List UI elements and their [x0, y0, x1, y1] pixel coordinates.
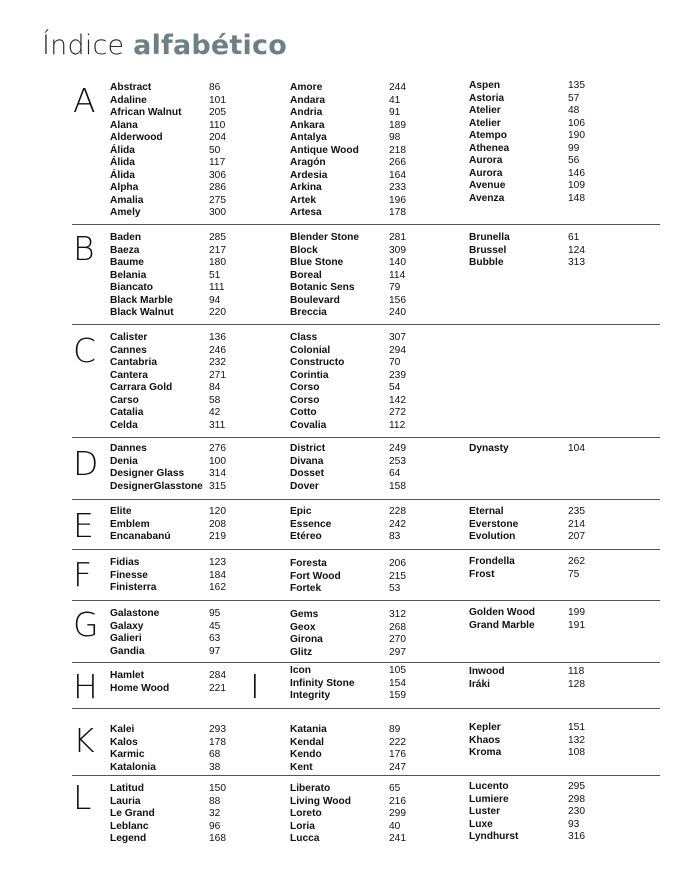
- entry-name: Encanabanú: [110, 531, 171, 542]
- entry-name: Iráki: [469, 678, 490, 690]
- entry-name: Boulevard: [290, 294, 340, 306]
- entry-page-number: 293: [209, 724, 226, 735]
- entry-page-number: 64: [389, 468, 401, 479]
- entry-name: Galaxy: [110, 620, 144, 632]
- entry-name: Fidias: [110, 557, 140, 568]
- entry-page-number: 312: [389, 609, 406, 620]
- entry-name: Andria: [290, 107, 323, 118]
- entry-name: Katania: [290, 724, 327, 735]
- entry-page-number: 70: [389, 357, 401, 368]
- entry-name: Infinity Stone: [290, 677, 355, 689]
- entry-name: Kalei: [110, 724, 135, 735]
- entry-page-number: 63: [209, 633, 221, 644]
- entry-name: Gandia: [110, 645, 145, 657]
- entry-name: Álida: [110, 157, 135, 168]
- entry-name: Grand Marble: [469, 619, 535, 631]
- entry-name: Eternal: [469, 506, 504, 517]
- entry-page-number: 286: [209, 182, 226, 193]
- entry-name: Ardesia: [290, 169, 328, 181]
- entry-name: Loreto: [290, 808, 322, 819]
- entry-name: Icon: [290, 665, 311, 676]
- section-letter: G: [73, 605, 99, 644]
- entry-name: Finesse: [110, 569, 148, 581]
- section-letter: I: [250, 667, 260, 706]
- entry-name: Le Grand: [110, 808, 155, 819]
- entry-page-number: 154: [389, 677, 406, 689]
- entry-page-number: 93: [568, 818, 580, 830]
- entry-page-number: 184: [209, 569, 226, 581]
- entry-name: Kalos: [110, 736, 138, 748]
- entry-name: Cotto: [290, 407, 317, 418]
- entry-name: Atelier: [469, 117, 501, 129]
- entry-page-number: 83: [389, 531, 401, 542]
- entry-name: Foresta: [290, 558, 327, 569]
- entry-page-number: 61: [568, 232, 580, 243]
- entry-page-number: 253: [389, 455, 406, 467]
- entry-page-number: 196: [389, 194, 406, 206]
- entry-page-number: 95: [209, 608, 221, 619]
- entry-name: Blue Stone: [290, 257, 344, 268]
- entry-name: Lumiere: [469, 793, 509, 805]
- entry-page-number: 242: [389, 518, 406, 530]
- entry-name: Living Wood: [290, 795, 351, 807]
- entry-page-number: 56: [568, 155, 580, 166]
- entry-page-number: 316: [568, 831, 585, 842]
- entry-page-number: 313: [568, 257, 585, 268]
- section-divider: [72, 224, 660, 225]
- entry-page-number: 262: [568, 556, 585, 567]
- entry-name: Calister: [110, 332, 148, 343]
- entry-name: Hamlet: [110, 670, 144, 681]
- entry-page-number: 275: [209, 194, 226, 206]
- entry-name: Astoria: [469, 92, 505, 104]
- entry-page-number: 156: [389, 294, 406, 306]
- entry-page-number: 230: [568, 806, 585, 817]
- entry-page-number: 38: [209, 761, 221, 773]
- entry-page-number: 96: [209, 820, 221, 832]
- entry-name: Galastone: [110, 608, 160, 619]
- entry-name: Kent: [290, 761, 313, 773]
- entry-page-number: 68: [209, 749, 221, 760]
- entry-page-number: 97: [209, 645, 221, 657]
- entry-page-number: 84: [209, 382, 221, 393]
- entry-name: Álida: [110, 144, 135, 156]
- entry-name: Carso: [110, 394, 139, 406]
- entry-page-number: 281: [389, 232, 406, 243]
- section-divider: [72, 549, 660, 550]
- entry-name: Luxe: [469, 818, 493, 830]
- entry-page-number: 148: [568, 192, 585, 204]
- entry-page-number: 162: [209, 582, 226, 593]
- entry-page-number: 89: [389, 724, 401, 735]
- entry-name: Lyndhurst: [469, 831, 519, 842]
- entry-name: Luster: [469, 806, 501, 817]
- entry-name: Brunella: [469, 232, 510, 243]
- entry-name: Cantera: [110, 369, 148, 381]
- entry-page-number: 299: [389, 808, 406, 819]
- entry-name: Andara: [290, 94, 326, 106]
- entry-page-number: 142: [389, 394, 406, 406]
- entry-page-number: 271: [209, 369, 226, 381]
- entry-name: Black Walnut: [110, 307, 174, 318]
- entry-page-number: 57: [568, 92, 580, 104]
- entry-name: Antalya: [290, 132, 327, 143]
- entry-name: Atempo: [469, 130, 507, 141]
- section-letter: B: [73, 229, 95, 268]
- entry-name: Golden Wood: [469, 607, 536, 618]
- entry-page-number: 284: [209, 670, 226, 681]
- entry-name: Finisterra: [110, 582, 157, 593]
- entry-name: Botanic Sens: [290, 282, 355, 293]
- entry-name: Baume: [110, 257, 144, 268]
- section-letter: D: [73, 444, 99, 483]
- entry-page-number: 50: [209, 144, 221, 156]
- entry-page-number: 168: [209, 833, 226, 844]
- entry-name: Arkina: [290, 182, 322, 193]
- entry-page-number: 110: [209, 119, 226, 131]
- entry-name: Cantabria: [110, 357, 157, 368]
- entry-page-number: 45: [209, 620, 221, 632]
- entry-name: Antique Wood: [290, 144, 359, 156]
- section-letter: L: [73, 778, 92, 817]
- entry-name: Álida: [110, 169, 135, 181]
- entry-page-number: 189: [389, 119, 406, 131]
- entry-page-number: 178: [389, 207, 406, 218]
- entry-page-number: 239: [389, 369, 406, 381]
- entry-name: Galieri: [110, 633, 142, 644]
- entry-page-number: 300: [209, 207, 226, 218]
- entry-name: Constructo: [290, 357, 345, 368]
- entry-name: Kroma: [469, 747, 502, 758]
- section-divider: [72, 662, 660, 663]
- entry-name: Legend: [110, 833, 147, 844]
- entry-name: Lucento: [469, 781, 509, 792]
- entry-page-number: 53: [389, 583, 401, 594]
- title-regular: Índice: [42, 30, 134, 61]
- entry-name: Inwood: [469, 666, 505, 677]
- entry-name: Fortek: [290, 583, 322, 594]
- entry-page-number: 208: [209, 518, 226, 530]
- entry-name: Cannes: [110, 344, 147, 356]
- section-divider: [72, 437, 660, 438]
- section-divider: [72, 499, 660, 500]
- entry-page-number: 54: [389, 382, 401, 393]
- entry-name: Evolution: [469, 531, 516, 542]
- entry-page-number: 315: [209, 480, 226, 492]
- entry-page-number: 108: [568, 747, 585, 758]
- entry-page-number: 109: [568, 180, 585, 191]
- entry-page-number: 297: [389, 646, 406, 658]
- entry-page-number: 118: [568, 666, 585, 677]
- entry-page-number: 140: [389, 257, 406, 268]
- entry-page-number: 159: [389, 690, 406, 701]
- section-letter: E: [73, 506, 94, 545]
- entry-name: Dynasty: [469, 443, 509, 454]
- entry-page-number: 309: [389, 244, 406, 256]
- entry-page-number: 272: [389, 407, 406, 418]
- entry-page-number: 132: [568, 734, 585, 746]
- entry-name: Geox: [290, 621, 316, 633]
- entry-page-number: 88: [209, 795, 221, 807]
- entry-page-number: 65: [389, 783, 401, 794]
- entry-name: Kendal: [290, 736, 324, 748]
- entry-page-number: 244: [389, 82, 406, 93]
- entry-name: Artek: [290, 194, 317, 206]
- entry-page-number: 214: [568, 518, 585, 530]
- entry-name: Lucca: [290, 833, 320, 844]
- entry-page-number: 228: [389, 506, 406, 517]
- entry-page-number: 311: [209, 419, 226, 431]
- entry-name: Celda: [110, 419, 138, 431]
- entry-name: Khaos: [469, 734, 501, 746]
- entry-page-number: 219: [209, 531, 226, 542]
- entry-page-number: 249: [389, 443, 406, 454]
- entry-page-number: 42: [209, 407, 221, 418]
- entry-page-number: 206: [389, 558, 406, 569]
- entry-name: Covalia: [290, 419, 327, 431]
- entry-page-number: 114: [389, 269, 406, 281]
- entry-page-number: 190: [568, 130, 585, 141]
- entry-name: Dannes: [110, 443, 147, 454]
- section-divider: [72, 708, 660, 709]
- entry-page-number: 164: [389, 169, 406, 181]
- entry-name: Biancato: [110, 282, 154, 293]
- entry-name: Amalia: [110, 194, 144, 206]
- entry-page-number: 91: [389, 107, 401, 118]
- entry-page-number: 217: [209, 244, 226, 256]
- entry-page-number: 207: [568, 531, 585, 542]
- entry-page-number: 86: [209, 82, 221, 93]
- entry-name: Corintia: [290, 369, 329, 381]
- entry-name: Artesa: [290, 207, 322, 218]
- section-divider: [72, 324, 660, 325]
- entry-page-number: 123: [209, 557, 226, 568]
- entry-page-number: 306: [209, 169, 226, 181]
- section-letter: C: [73, 331, 97, 370]
- page-title: [42, 30, 287, 61]
- entry-page-number: 94: [209, 294, 221, 306]
- entry-name: Liberato: [290, 783, 331, 794]
- entry-name: Aurora: [469, 155, 503, 166]
- entry-page-number: 199: [568, 607, 585, 618]
- entry-page-number: 48: [568, 105, 580, 116]
- entry-name: Frost: [469, 568, 495, 580]
- entry-page-number: 247: [389, 761, 406, 773]
- entry-name: Etéreo: [290, 531, 322, 542]
- entry-page-number: 100: [209, 455, 226, 467]
- entry-name: Class: [290, 332, 318, 343]
- entry-name: Aspen: [469, 80, 501, 91]
- entry-name: Fort Wood: [290, 570, 341, 582]
- entry-page-number: 40: [389, 820, 401, 832]
- section-letter: H: [73, 667, 98, 706]
- entry-page-number: 222: [389, 736, 406, 748]
- entry-name: Latitud: [110, 783, 144, 794]
- entry-page-number: 191: [568, 619, 585, 631]
- entry-page-number: 232: [209, 357, 226, 368]
- entry-name: Essence: [290, 518, 332, 530]
- entry-name: Emblem: [110, 518, 150, 530]
- entry-page-number: 117: [209, 157, 226, 168]
- section-divider: [72, 775, 660, 776]
- entry-name: Loria: [290, 820, 315, 832]
- entry-name: Block: [290, 244, 318, 256]
- entry-page-number: 146: [568, 167, 585, 179]
- section-divider: [72, 600, 660, 601]
- entry-name: Gems: [290, 609, 319, 620]
- entry-name: District: [290, 443, 326, 454]
- entry-name: Breccia: [290, 307, 327, 318]
- entry-name: Black Marble: [110, 294, 173, 306]
- entry-name: Alana: [110, 119, 138, 131]
- entry-page-number: 268: [389, 621, 406, 633]
- entry-name: Baeza: [110, 244, 140, 256]
- entry-page-number: 215: [389, 570, 406, 582]
- entry-name: Dosset: [290, 468, 324, 479]
- entry-page-number: 180: [209, 257, 226, 268]
- entry-name: Atelier: [469, 105, 501, 116]
- entry-page-number: 120: [209, 506, 226, 517]
- entry-page-number: 298: [568, 793, 585, 805]
- entry-page-number: 294: [389, 344, 406, 356]
- entry-name: Ankara: [290, 119, 325, 131]
- entry-page-number: 204: [209, 132, 226, 143]
- entry-page-number: 112: [389, 419, 406, 431]
- entry-page-number: 240: [389, 307, 406, 318]
- entry-page-number: 106: [568, 117, 585, 129]
- entry-name: Alpha: [110, 182, 139, 193]
- entry-name: Avenue: [469, 180, 506, 191]
- entry-page-number: 235: [568, 506, 585, 517]
- entry-page-number: 205: [209, 107, 226, 118]
- entry-page-number: 104: [568, 443, 585, 454]
- entry-name: Corso: [290, 394, 320, 406]
- entry-page-number: 124: [568, 244, 585, 256]
- entry-name: Amore: [290, 82, 323, 93]
- entry-name: Abstract: [110, 82, 152, 93]
- entry-page-number: 150: [209, 783, 226, 794]
- entry-page-number: 241: [389, 833, 406, 844]
- section-letter: A: [73, 81, 96, 120]
- entry-name: Frondella: [469, 556, 515, 567]
- entry-page-number: 218: [389, 144, 406, 156]
- entry-name: DesignerGlasstone: [110, 480, 203, 492]
- entry-page-number: 246: [209, 344, 226, 356]
- entry-name: Epic: [290, 506, 312, 517]
- entry-name: Integrity: [290, 690, 331, 701]
- entry-page-number: 216: [389, 795, 406, 807]
- section-letter: K: [73, 721, 95, 760]
- entry-page-number: 221: [209, 682, 226, 694]
- title-bold: alfabético: [133, 30, 287, 61]
- entry-name: Carrara Gold: [110, 382, 173, 393]
- entry-name: Aragón: [290, 157, 326, 168]
- entry-name: Glitz: [290, 646, 313, 658]
- entry-name: Catalia: [110, 407, 144, 418]
- entry-name: Aurora: [469, 167, 503, 179]
- entry-name: Belania: [110, 269, 147, 281]
- entry-name: Elite: [110, 506, 132, 517]
- entry-page-number: 266: [389, 157, 406, 168]
- entry-name: Leblanc: [110, 820, 149, 832]
- entry-page-number: 128: [568, 678, 585, 690]
- entry-name: Brussel: [469, 244, 507, 256]
- entry-page-number: 178: [209, 736, 226, 748]
- entry-name: Blender Stone: [290, 232, 360, 243]
- entry-page-number: 314: [209, 468, 226, 479]
- entry-page-number: 58: [209, 394, 221, 406]
- entry-name: Katalonia: [110, 761, 156, 773]
- entry-name: Lauria: [110, 795, 141, 807]
- entry-page-number: 276: [209, 443, 226, 454]
- entry-page-number: 51: [209, 269, 221, 281]
- entry-name: Adaline: [110, 94, 147, 106]
- entry-page-number: 111: [209, 282, 225, 293]
- entry-name: Divana: [290, 455, 324, 467]
- entry-name: Dover: [290, 480, 319, 492]
- entry-page-number: 41: [389, 94, 401, 106]
- entry-name: Everstone: [469, 518, 519, 530]
- entry-name: Corso: [290, 382, 320, 393]
- entry-name: Kendo: [290, 749, 322, 760]
- entry-name: Karmic: [110, 749, 145, 760]
- entry-page-number: 307: [389, 332, 406, 343]
- entry-name: Colonial: [290, 344, 331, 356]
- entry-page-number: 135: [568, 80, 585, 91]
- entry-page-number: 270: [389, 634, 406, 645]
- entry-name: Denia: [110, 455, 138, 467]
- entry-name: Avenza: [469, 192, 505, 204]
- entry-name: Bubble: [469, 257, 504, 268]
- entry-page-number: 158: [389, 480, 406, 492]
- section-letter: F: [73, 555, 92, 594]
- entry-page-number: 285: [209, 232, 226, 243]
- entry-name: Amely: [110, 207, 141, 218]
- entry-name: Athenea: [469, 142, 510, 154]
- entry-name: Home Wood: [110, 682, 170, 694]
- entry-page-number: 79: [389, 282, 401, 293]
- entry-name: Boreal: [290, 269, 322, 281]
- entry-page-number: 99: [568, 142, 580, 154]
- entry-page-number: 176: [389, 749, 406, 760]
- entry-page-number: 105: [389, 665, 406, 676]
- entry-page-number: 75: [568, 568, 580, 580]
- entry-name: Alderwood: [110, 132, 163, 143]
- entry-page-number: 98: [389, 132, 401, 143]
- entry-page-number: 101: [209, 94, 226, 106]
- entry-page-number: 151: [568, 722, 585, 733]
- entry-name: Girona: [290, 634, 323, 645]
- entry-page-number: 32: [209, 808, 221, 819]
- entry-page-number: 233: [389, 182, 406, 193]
- entry-page-number: 295: [568, 781, 585, 792]
- entry-name: Baden: [110, 232, 142, 243]
- entry-name: Designer Glass: [110, 468, 185, 479]
- entry-page-number: 136: [209, 332, 226, 343]
- entry-name: Kepler: [469, 722, 501, 733]
- entry-page-number: 220: [209, 307, 226, 318]
- entry-name: African Walnut: [110, 107, 182, 118]
